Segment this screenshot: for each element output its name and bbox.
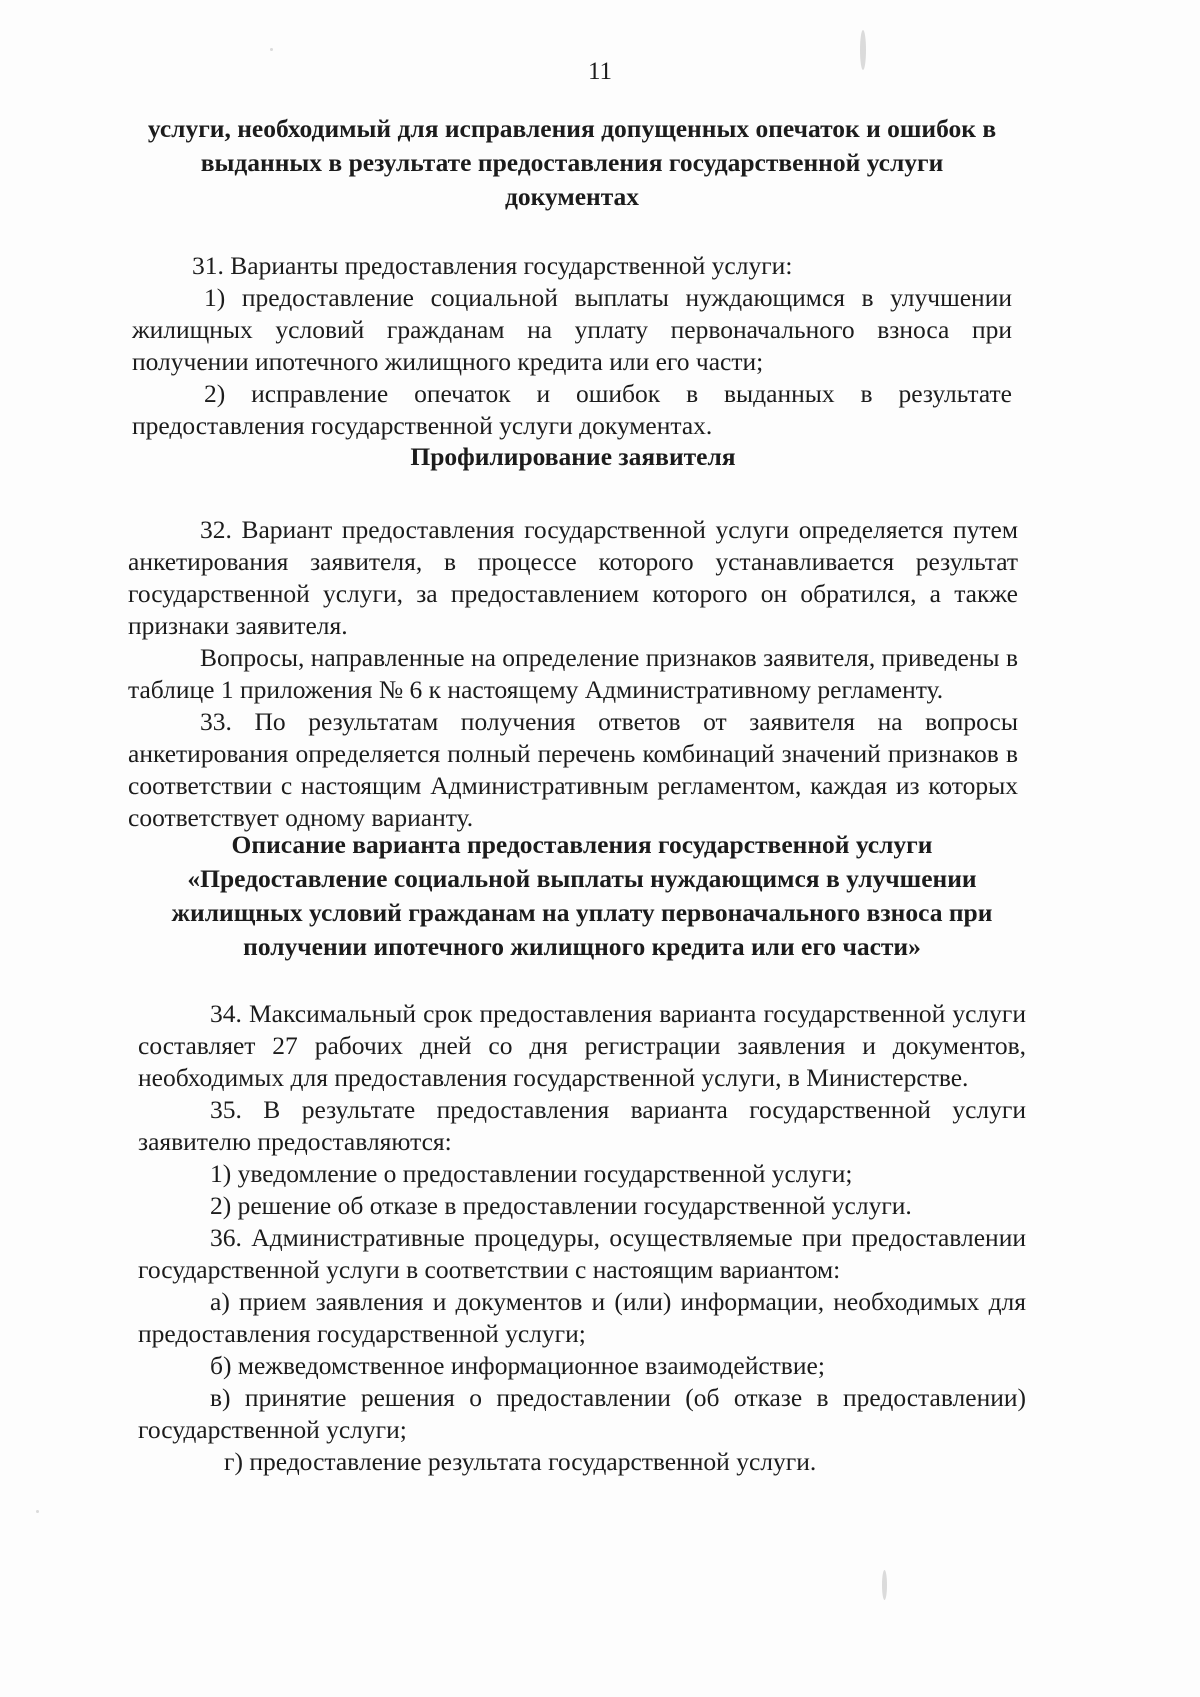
paragraph-36: 36. Административные процедуры, осуществляемые при предоставлении государственной услуги в соответствии с настоящим вариантом: (138, 1223, 1026, 1284)
paragraph-35: 35. В результате предоставления варианта государственной услуги заявителю предоставляются: (138, 1095, 1026, 1156)
heading-line: получении ипотечного жилищного кредита или его части» (243, 932, 921, 961)
scan-speckle (860, 30, 866, 70)
scan-speckle (270, 48, 273, 51)
paragraph-36-item-b: б) межведомственное информационное взаимодействие; (210, 1351, 825, 1380)
section-variants (132, 112, 1012, 442)
paragraph-32-questions: Вопросы, направленные на определение признаков заявителя, приведены в таблице 1 приложения № 6 к настоящему Административному регламенту. (128, 643, 1018, 704)
paragraph-34: 34. Максимальный срок предоставления варианта государственной услуги составляет 27 рабочих дней со дня регистрации заявления и документов, необходимых для предоставления государственной услуги, в Министерстве. (138, 999, 1026, 1092)
heading-line: услуги, необходимый для исправления допущенных опечаток и ошибок в (147, 114, 997, 143)
scan-speckle (882, 1570, 887, 1600)
paragraph-36-item-a: а) прием заявления и документов и (или) информации, необходимых для предоставления государственной услуги; (138, 1287, 1026, 1348)
section-heading-variant (138, 828, 1026, 964)
paragraph-31-item-1: 1) предоставление социальной выплаты нуждающимся в улучшении жилищных условий гражданам на уплату первоначального взноса при получении ипотечного жилищного кредита или его части; (132, 283, 1012, 376)
section-heading-corrections (132, 112, 1012, 214)
paragraph-31-item-2: 2) исправление опечаток и ошибок в выданных в результате предоставления государственной услуги документах. (132, 379, 1012, 440)
section-variant-description (138, 828, 1026, 1478)
heading-line: выданных в результате предоставления государственной услуги (200, 148, 944, 177)
heading-line: документах (504, 182, 640, 211)
heading-line: жилищных условий гражданам на уплату первоначального взноса при (171, 898, 993, 927)
paragraph-36-item-c: в) принятие решения о предоставлении (об отказе в предоставлении) государственной услуги; (138, 1383, 1026, 1444)
scan-speckle (36, 1510, 39, 1513)
heading-line: Описание варианта предоставления государственной услуги (231, 830, 933, 859)
paragraph-32: 32. Вариант предоставления государственной услуги определяется путем анкетирования заявителя, в процессе которого устанавливается результат государственной услуги, за предоставлением которого он обратился, а также признаки заявителя. (128, 515, 1018, 640)
section-profiling (128, 440, 1018, 834)
paragraph-35-item-2: 2) решение об отказе в предоставлении государственной услуги. (210, 1191, 912, 1220)
paragraph-31: 31. Варианты предоставления государственной услуги: (192, 251, 793, 280)
section-heading-profiling: Профилирование заявителя (410, 442, 736, 471)
paragraph-33: 33. По результатам получения ответов от заявителя на вопросы анкетирования определяется полный перечень комбинаций значений признаков в соответствии с настоящим Административным регламентом, каждая из которых соответствует одному варианту. (128, 707, 1018, 832)
paragraph-36-item-d: г) предоставление результата государственной услуги. (224, 1447, 817, 1476)
page-number: 11 (587, 58, 613, 85)
heading-line: «Предоставление социальной выплаты нуждающимся в улучшении (187, 864, 977, 893)
paragraph-35-item-1: 1) уведомление о предоставлении государственной услуги; (210, 1159, 853, 1188)
